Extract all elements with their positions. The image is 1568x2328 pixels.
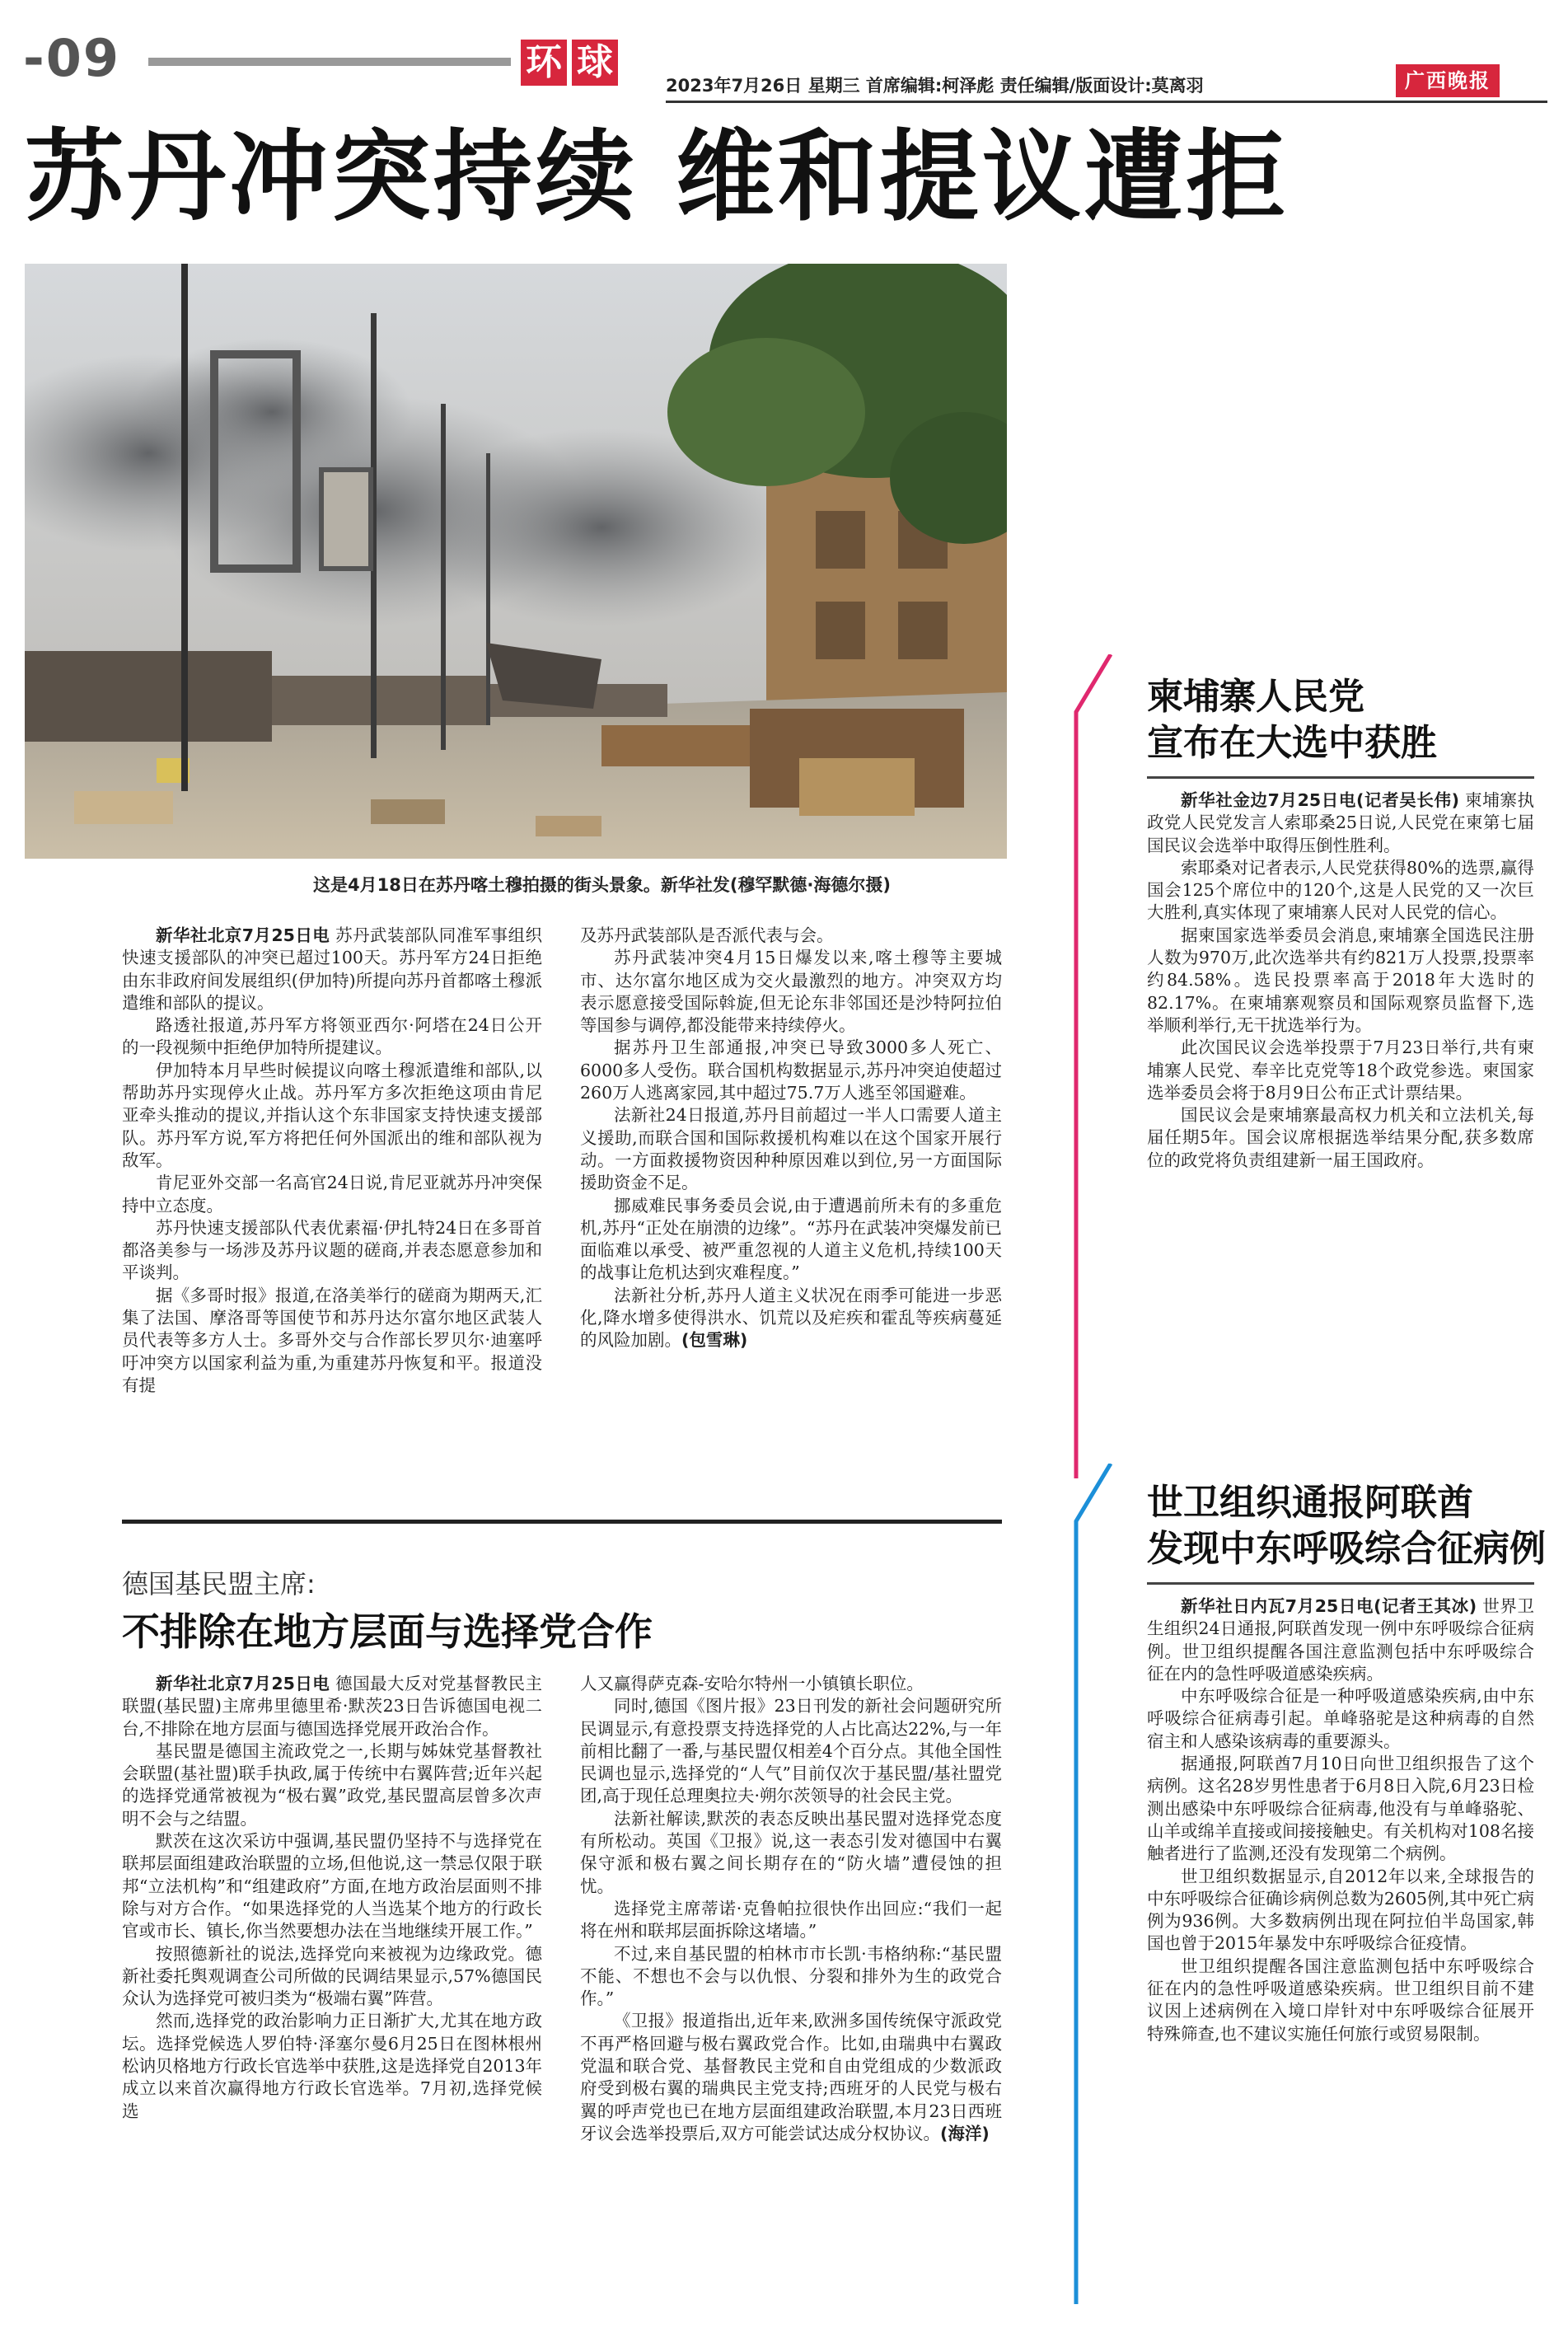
paragraph-text: 据苏丹卫生部通报,冲突已导致3000多人死亡、6000多人受伤。联合国机构数据显示,苏丹冲突迫使超过260万人逃离家园,其中超过75.7万人逃至邻国避难。 (580, 1038, 1002, 1103)
paragraph-text: 据柬国家选举委员会消息,柬埔寨全国选民注册人数为970万,此次选举共有约821万人投票,投票率约84.58%。选民投票率高于2018年大选时的82.17%。在柬埔寨观察员和国际观察员监督下,选举顺利举行,无干扰选举行为。 (1147, 925, 1534, 1035)
side1-title-line1: 柬埔寨人民党 (1147, 676, 1364, 718)
paragraph (580, 1673, 1002, 1695)
side-bracket-1 (1068, 654, 1117, 1478)
paragraph-text: 苏丹武装部队同准军事组织快速支援部队的冲突已超过100天。苏丹军方24日拒绝由东非政府间发展组织(伊加特)所提向苏丹首都喀土穆派遣维和部队的提议。 (122, 925, 543, 1013)
paragraph (122, 1014, 542, 1060)
dateline: 新华社金边7月25日电(记者吴长伟) (1181, 790, 1459, 810)
paragraph-text: 柬埔寨执政党人民党发言人索耶桑25日说,人民党在柬第七届国民议会选举中取得压倒性胜利。 (1147, 790, 1534, 855)
paragraph-text: 同时,德国《图片报》23日刊发的新社会问题研究所民调显示,有意投票支持选择党的人占比高达22%,与一年前相比翻了一番,与基民盟仅相差4个百分点。其他全国性民调也显示,选择党的“人气”目前仅次于基民盟/基社盟党团,高于现任总理奥拉夫·朔尔茨领导的社会民主党。 (580, 1696, 1002, 1806)
paragraph (122, 2010, 542, 2122)
paragraph-text: 《卫报》报道指出,近年来,欧洲多国传统保守派政党不再严格回避与极右翼政党合作。比如,由瑞典中右翼政党温和联合党、基督教民主党和自由党组成的少数派政府受到极右翼的瑞典民主党支持;西班牙的人民党与极右翼的呼声党也已在地方层面组建政治联盟,本月23日西班牙议会选举投票后,双方可能尝试达成分权协议。 (580, 2011, 1002, 2143)
sub-article-kicker: 德国基民盟主席: (122, 1568, 316, 1600)
article-divider (122, 1520, 1002, 1524)
paragraph (580, 1195, 1002, 1285)
paragraph (122, 1060, 542, 1172)
side-bracket-2 (1068, 1464, 1117, 2304)
paragraph (1147, 857, 1534, 925)
side1-title-line2: 宣布在大选中获胜 (1147, 722, 1437, 764)
paragraph-text: 索耶桑对记者表示,人民党获得80%的选票,赢得国会125个席位中的120个,这是人民党的又一次巨大胜利,真实体现了柬埔寨人民对人民党的信心。 (1147, 857, 1534, 923)
paragraph (1147, 1866, 1534, 1956)
side2-title-line2: 发现中东呼吸综合征病例 (1147, 1528, 1546, 1570)
paragraph (580, 1285, 1002, 1352)
paragraph-text: 苏丹快速支援部队代表优素福·伊扎特24日在多哥首都洛美参与一场涉及苏丹议题的磋商,并表态愿意参加和平谈判。 (122, 1217, 542, 1283)
byline: (海洋) (940, 2123, 990, 2143)
paragraph (122, 925, 542, 1014)
paragraph-text: 德国最大反对党基督教民主联盟(基民盟)主席弗里德里希·默茨23日告诉德国电视二台,不排除在地方层面与德国选择党展开政治合作。 (122, 1674, 543, 1739)
side1-rule (1147, 776, 1534, 779)
dateline: 新华社北京7月25日电 (156, 1674, 330, 1693)
paragraph-text: 伊加特本月早些时候提议向喀土穆派遣维和部队,以帮助苏丹实现停火止战。苏丹军方多次拒绝这项由肯尼亚牵头推动的提议,并指认这个东非国家支持快速支援部队。苏丹军方说,军方将把任何外国派出的维和部队视为敌军。 (122, 1060, 542, 1170)
paragraph-text: 按照德新社的说法,选择党向来被视为边缘政党。德新社委托舆观调查公司所做的民调结果显示,57%德国民众认为选择党可被归类为“极端右翼”阵营。 (122, 1943, 542, 2009)
page-number: -09 (23, 28, 121, 88)
paragraph (122, 1943, 542, 2011)
paragraph (580, 1808, 1002, 1898)
paragraph (580, 925, 1002, 947)
sub-article-column-1 (122, 1673, 542, 2123)
photo-caption: 这是4月18日在苏丹喀土穆拍摄的街头景象。新华社发(穆罕默德·海德尔摄) (313, 875, 892, 895)
paragraph-text: 世界卫生组织24日通报,阿联酋发现一例中东呼吸综合征病例。世卫组织提醒各国注意监测包括中东呼吸综合征在内的急性呼吸道感染疾病。 (1147, 1596, 1534, 1684)
main-article-column-2 (580, 925, 1002, 1352)
paragraph (1147, 1595, 1534, 1685)
paragraph (122, 1740, 542, 1830)
paragraph-text: 肯尼亚外交部一名高官24日说,肯尼亚就苏丹冲突保持中立态度。 (122, 1173, 542, 1216)
paragraph-text: 法新社24日报道,苏丹目前超过一半人口需要人道主义援助,而联合国和国际救援机构难以在这个国家开展行动。一方面救援物资因种种原因难以到位,另一方面国际援助资金不足。 (580, 1105, 1002, 1193)
paragraph (1147, 925, 1534, 1037)
sub-article-headline: 不排除在地方层面与选择党合作 (122, 1609, 653, 1654)
paragraph-text: 然而,选择党的政治影响力正日渐扩大,尤其在地方政坛。选择党候选人罗伯特·泽塞尔曼6月25日在图林根州松讷贝格地方行政长官选举中获胜,这是选择党自2013年成立以来首次赢得地方行政长官选举。7月初,选择党候选 (122, 2011, 542, 2121)
paragraph-text: 法新社分析,苏丹人道主义状况在雨季可能进一步恶化,降水增多使得洪水、饥荒以及疟疾和霍乱等疾病蔓延的风险加剧。 (580, 1285, 1002, 1351)
paragraph (580, 1037, 1002, 1104)
paragraph (1147, 1956, 1534, 2045)
paragraph-text: 苏丹武装冲突4月15日爆发以来,喀土穆等主要城市、达尔富尔地区成为交火最激烈的地方。冲突双方均表示愿意接受国际斡旋,但无论东非邻国还是沙特阿拉伯等国参与调停,都没能带来持续停火。 (580, 948, 1002, 1036)
section-char-1: 环 (521, 40, 567, 86)
paragraph-text: 路透社报道,苏丹军方将领亚西尔·阿塔在24日公开的一段视频中拒绝伊加特所提建议。 (122, 1015, 542, 1058)
paragraph-text: 选择党主席蒂诺·克鲁帕拉很快作出回应:“我们一起将在州和联邦层面拆除这堵墙。” (580, 1898, 1002, 1942)
paragraph (122, 1217, 542, 1285)
paragraph (122, 1172, 542, 1217)
paragraph-text: 据通报,阿联酋7月10日向世卫组织报告了这个病例。这名28岁男性患者于6月8日入院,6月23日检测出感染中东呼吸综合征病毒,他没有与单峰骆驼、山羊或绵羊直接或间接接触史。有关机构对108名接触者进行了监测,还没有发现第二个病例。 (1147, 1754, 1534, 1864)
paragraph-text: 及苏丹武装部队是否派代表与会。 (580, 925, 834, 945)
dateline: 新华社日内瓦7月25日电(记者王其冰) (1181, 1596, 1477, 1616)
paragraph-text: 中东呼吸综合征是一种呼吸道感染疾病,由中东呼吸综合征病毒引起。单峰骆驼是这种病毒的自然宿主和人感染该病毒的重要源头。 (1147, 1686, 1534, 1751)
paragraph (580, 1943, 1002, 2011)
section-char-2: 球 (572, 40, 618, 86)
sub-article-column-2 (580, 1673, 1002, 2145)
paragraph (580, 2010, 1002, 2145)
byline: (包雪琳) (681, 1330, 748, 1351)
paragraph-text: 此次国民议会选举投票于7月23日举行,共有柬埔寨人民党、奉辛比克党等18个政党参选。柬国家选举委员会将于8月9日公布正式计票结果。 (1147, 1038, 1534, 1103)
side2-rule (1147, 1582, 1534, 1585)
paragraph-text: 不过,来自基民盟的柏林市市长凯·韦格纳称:“基民盟不能、不想也不会与以仇恨、分裂和排外为生的政党合作。” (580, 1943, 1002, 2009)
paragraph (580, 947, 1002, 1037)
side1-article (1147, 789, 1534, 1172)
paragraph-text: 国民议会是柬埔寨最高权力机关和立法机关,每届任期5年。国会议席根据选举结果分配,获多数席位的政党将负责组建新一届王国政府。 (1147, 1105, 1534, 1170)
side2-article (1147, 1595, 1534, 2045)
paragraph-text: 世卫组织数据显示,自2012年以来,全球报告的中东呼吸综合征确诊病例总数为2605例,其中死亡病例为936例。大多数病例出现在阿拉伯半岛国家,韩国也曾于2015年暴发中东呼吸综合征疫情。 (1147, 1866, 1534, 1954)
paragraph-text: 默茨在这次采访中强调,基民盟仍坚持不与选择党在联邦层面组建政治联盟的立场,但他说,这一禁忌仅限于联邦“立法机构”和“组建政府”方面,在地方政治层面则不排除与对方合作。“如果选择党的人当选某个地方的行政长官或市长、镇长,你当然要想办法在当地继续开展工作。” (122, 1831, 542, 1942)
paragraph-text: 基民盟是德国主流政党之一,长期与姊妹党基督教社会联盟(基社盟)联手执政,属于传统中右翼阵营;近年兴起的选择党通常被视为“极右翼”政党,基民盟高层曾多次声明不会与之结盟。 (122, 1740, 542, 1829)
paragraph-text: 人又赢得萨克森-安哈尔特州一小镇镇长职位。 (580, 1674, 924, 1693)
paragraph-text: 法新社解读,默茨的表态反映出基民盟对选择党态度有所松动。英国《卫报》说,这一表态引发对德国中右翼保守派和极右翼之间长期存在的“防火墙”遭侵蚀的担忧。 (580, 1808, 1002, 1896)
paragraph (580, 1104, 1002, 1194)
street-destruction-photo (25, 264, 1007, 859)
edition-info: 2023年7月26日 星期三 首席编辑:柯泽彪 责任编辑/版面设计:莫离羽 (666, 76, 1204, 96)
paragraph (1147, 1685, 1534, 1753)
newspaper-logo: 广西晚报 (1396, 64, 1500, 97)
paragraph (122, 1285, 542, 1397)
paragraph (580, 1898, 1002, 1943)
paragraph (1147, 1037, 1534, 1104)
paragraph-text: 据《多哥时报》报道,在洛美举行的磋商为期两天,汇集了法国、摩洛哥等国使节和苏丹达尔富尔地区武装人员代表等多方人士。多哥外交与合作部长罗贝尔·迪塞呼吁冲突方以国家利益为重,为重建苏丹恢复和平。报道没有提 (122, 1285, 542, 1395)
dateline: 新华社北京7月25日电 (156, 925, 330, 945)
side2-title-line1: 世卫组织通报阿联酋 (1147, 1482, 1473, 1524)
paragraph (122, 1830, 542, 1942)
paragraph (1147, 789, 1534, 857)
paragraph-text: 挪威难民事务委员会说,由于遭遇前所未有的多重危机,苏丹“正处在崩溃的边缘”。“苏丹在武装冲突爆发前已面临难以承受、被严重忽视的人道主义危机,持续100天的战事让危机达到灾难程度。” (580, 1195, 1002, 1283)
info-rule (666, 101, 1547, 103)
main-headline: 苏丹冲突持续 维和提议遭拒 (25, 120, 1289, 235)
paragraph (1147, 1753, 1534, 1865)
header-rule (148, 58, 511, 66)
paragraph (580, 1695, 1002, 1807)
paragraph-text: 世卫组织提醒各国注意监测包括中东呼吸综合征在内的急性呼吸道感染疾病。世卫组织目前不建议因上述病例在入境口岸针对中东呼吸综合征展开特殊筛查,也不建议实施任何旅行或贸易限制。 (1147, 1956, 1534, 2044)
main-article-column-1 (122, 925, 542, 1397)
paragraph (1147, 1104, 1534, 1172)
photo-illustration (25, 264, 1007, 859)
paragraph (122, 1673, 542, 1740)
